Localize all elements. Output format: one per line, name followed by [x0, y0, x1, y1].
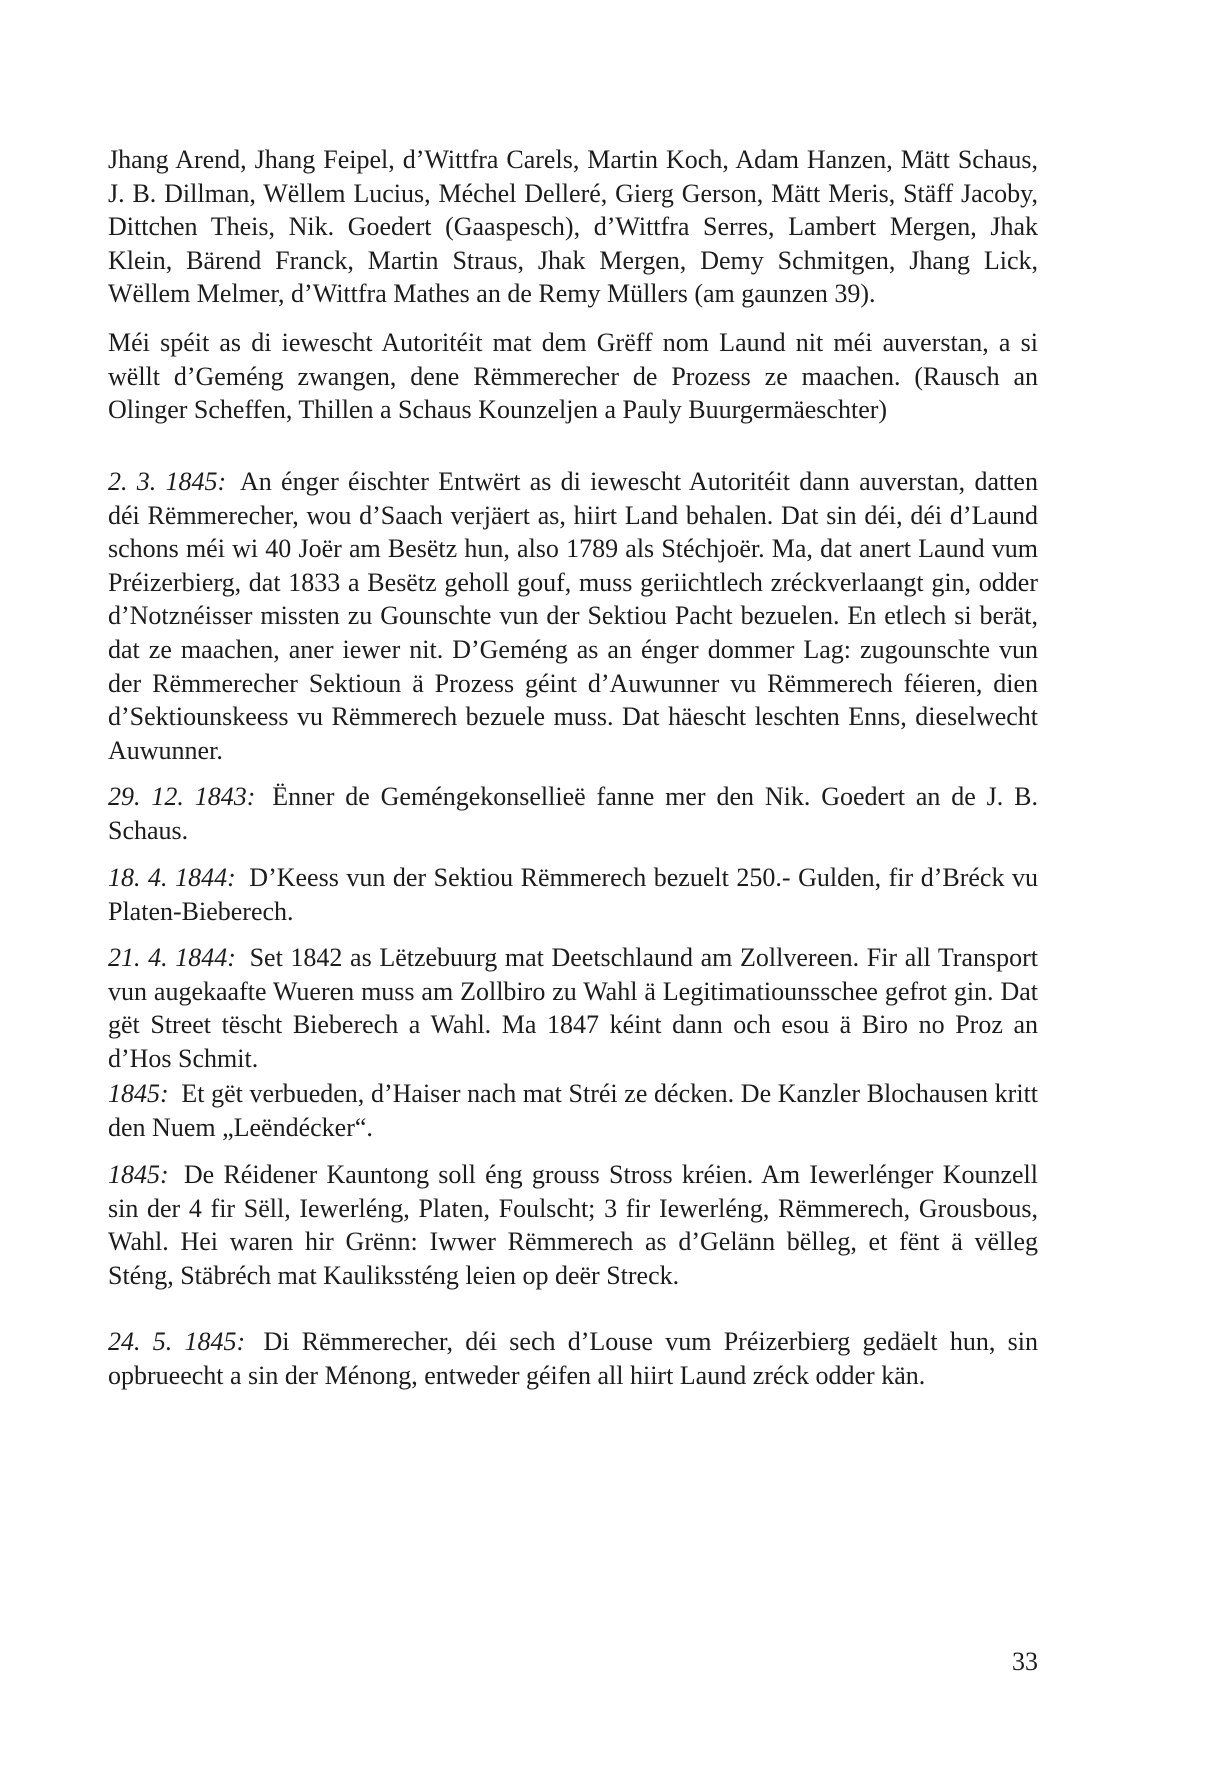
paragraph-authority: [108, 326, 1038, 427]
entry-date: 1845:: [108, 1079, 169, 1108]
entry-date: 24. 5. 1845:: [108, 1327, 246, 1356]
entry-date: 21. 4. 1844:: [108, 943, 236, 972]
entry-text: De Réidener Kauntong soll éng grouss Stross kréien. Am Iewerlénger Kounzell sin der 4 fir Sëll, Iewerléng, Platen, Foulscht; 3 fir Iewerléng, Rëmmerech, Grousbous, Wahl. Hei waren hir Grënn: Iwwer Rëmmerech as d’Gelänn bëlleg, et fënt ä vëlleg Sténg, Stäbréch mat Kaulikssténg leien op deër Streck.: [108, 1160, 1038, 1290]
entry-text: Di Rëmmerecher, déi sech d’Louse vum Préizerbierg gedäelt hun, sin opbrueecht a sin der Ménong, entweder géifen all hiirt Laund zréck odder kän.: [108, 1327, 1038, 1390]
entry-date: 1845:: [108, 1160, 169, 1189]
paragraph-text: Méi spéit as di iewescht Autoritéit mat dem Grëff nom Laund nit méi auverstan, a si wëllt d’Geméng zwangen, dene Rëmmerecher de Prozess ze maachen. (Rausch an Olinger Scheffen, Thillen a Schaus Kounzeljen a Pauly Buurgermäeschter): [108, 328, 1038, 425]
entry-1845-road: [108, 1158, 1038, 1292]
entry-1844-04-21: [108, 941, 1038, 1075]
entry-1844-04-18: [108, 861, 1038, 928]
entry-text: Set 1842 as Lëtzebuurg mat Deetschlaund am Zollvereen. Fir all Transport vun augekaafte Wueren muss am Zollbiro zu Wahl ä Legitimatiounsschee gefrot gin. Dat gët Street tëscht Bieberech a Wahl. Ma 1847 kéint dann och esou ä Biro no Proz an d’Hos Schmit.: [108, 943, 1039, 1073]
entry-date: 18. 4. 1844:: [108, 863, 236, 892]
entry-1845-roofs: [108, 1077, 1038, 1144]
paragraph-text: Jhang Arend, Jhang Feipel, d’Wittfra Carels, Martin Koch, Adam Hanzen, Mätt Schaus, J. B. Dillman, Wëllem Lucius, Méchel Delleré, Gierg Gerson, Mätt Meris, Stäff Jacoby, Dittchen Theis, Nik. Goedert (Gaaspesch), d’Wittfra Serres, Lambert Mergen, Jhak Klein, Bärend Franck, Martin Straus, Jhak Mergen, Demy Schmitgen, Jhang Lick, Wëllem Melmer, d’Wittfra Mathes an de Remy Müllers (am gaunzen 39).: [108, 145, 1038, 309]
page-number: 33: [1012, 1647, 1038, 1676]
entry-date: 2. 3. 1845:: [108, 467, 227, 496]
entry-text: Ënner de Geméngekonsellieë fanne mer den Nik. Goedert an de J. B. Schaus.: [108, 782, 1038, 845]
entry-text: An énger éischter Entwërt as di iewescht Autoritéit dann auverstan, datten déi Rëmmerecher, wou d’Saach verjäert as, hiirt Land behalen. Dat sin déi, déi d’Laund schons méi wi 40 Joër am Besëtz hun, also 1789 als Stéchjoër. Ma, dat anert Laund vum Préizerbierg, dat 1833 a Besëtz geholl gouf, muss geriichtlech zréckverlaangt gin, odder d’Notznéisser missten zu Gounschte vun der Sektiou Pacht bezuelen. En etlech si berät, dat ze maachen, aner iewer nit. D’Geméng as an énger dommer Lag: zugounschte vun der Rëmmerecher Sektioun ä Prozess géint d’Auwunner vu Rëmmerech féieren, dien d’Sektiounskeess vu Rëmmerech bezuele muss. Dat häescht leschten Enns, dieselwecht Auwunner.: [108, 467, 1038, 765]
paragraph-signatories: [108, 143, 1038, 311]
entry-text: Et gët verbueden, d’Haiser nach mat Stréi ze décken. De Kanzler Blochausen kritt den Nuem „Leëndécker“.: [108, 1079, 1039, 1142]
entry-date: 29. 12. 1843:: [108, 782, 256, 811]
entry-text: D’Keess vun der Sektiou Rëmmerech bezuelt 250.- Gulden, fir d’Bréck vu Platen-Bieberech.: [108, 863, 1039, 926]
entry-1845-05-24: [108, 1325, 1038, 1392]
entry-1843-12-29: [108, 780, 1038, 847]
entry-1845-03-02: [108, 465, 1038, 767]
